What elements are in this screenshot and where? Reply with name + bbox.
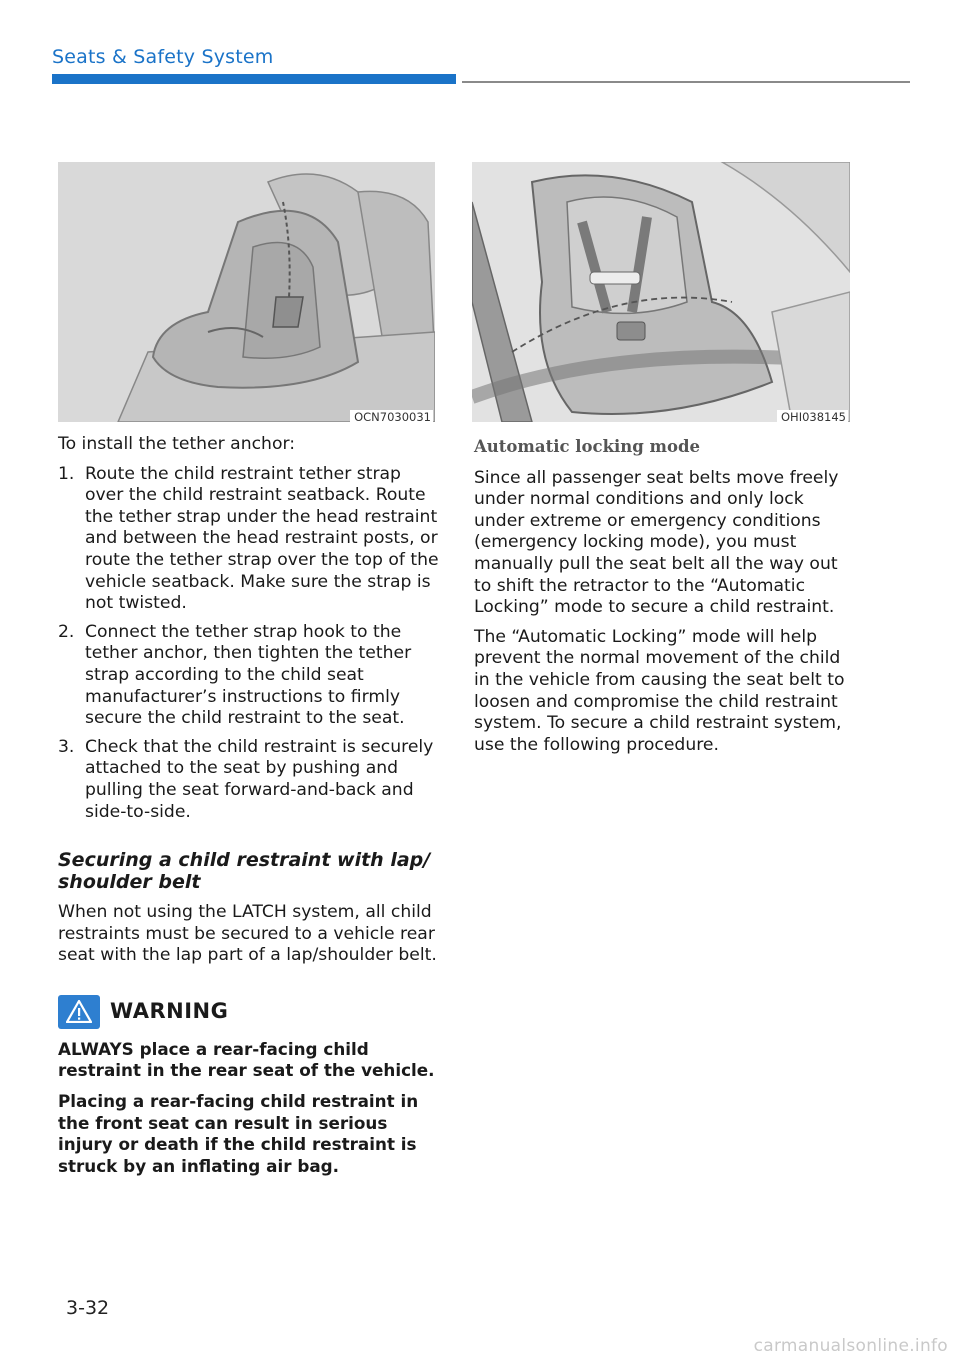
list-item (58, 622, 442, 730)
lap-belt-paragraph: When not using the LATCH system, all child restraints must be secured to a vehicle rear seat with the lap part of a lap/shoulder belt. (58, 902, 437, 966)
step-number: 3. (58, 736, 75, 757)
warning-box (58, 995, 442, 1178)
warning-title (58, 995, 442, 1029)
warning-label: WARNING (110, 999, 229, 1024)
list-item (58, 737, 442, 823)
step-text: Check that the child restraint is securely attached to the seat by pushing and pulling the seat forward-and-back and side-to-side. (85, 736, 434, 822)
figure-code-label: OCN7030031 (350, 410, 433, 422)
tether-steps (58, 464, 442, 824)
warning-para-1: ALWAYS place a rear-facing child restraint in the rear seat of the vehicle. (58, 1038, 435, 1081)
seat-belt-locking-illustration (472, 162, 850, 422)
header-accent-bar (52, 74, 456, 84)
automatic-locking-para-1: Since all passenger seat belts move freely under normal conditions and only lock under extreme or emergency conditions (emergency locking mode), you must manually pull the seat belt all the way out to shift the retractor to the “Automatic Locking” mode to secure a child restraint. (474, 467, 839, 618)
figure-code-label: OHI038145 (777, 410, 848, 422)
left-column (58, 434, 442, 1186)
automatic-locking-heading: Automatic locking mode (474, 437, 701, 456)
automatic-locking-para-2: The “Automatic Locking” mode will help prevent the normal movement of the child in the vehicle from causing the seat belt to loosen and compromise the child restraint system. To secure a child restraint system, use the following procedure. (474, 626, 845, 755)
page-number: 3-32 (66, 1297, 110, 1319)
right-column (474, 434, 850, 764)
tether-intro: To install the tether anchor: (58, 434, 296, 454)
child-seat-tether-illustration (58, 162, 435, 422)
step-text: Connect the tether strap hook to the tether anchor, then tighten the tether strap according to the child seat manufacturer’s instructions to firmly secure the child restraint to the seat. (85, 621, 412, 729)
sub-heading-lap-shoulder-belt: Securing a child restraint with lap/ shoulder belt (58, 849, 431, 894)
warning-para-2: Placing a rear-facing child restraint in the front seat can result in serious injury or death if the child restraint is struck by an inflating air bag. (58, 1091, 419, 1176)
warning-text (58, 1039, 442, 1178)
warning-triangle-icon (58, 995, 100, 1029)
figure-child-seat-tether (58, 162, 435, 422)
step-text: Route the child restraint tether strap over the child restraint seatback. Route the tether strap under the head restraint and between the head restraint posts, or route the tether strap over the top of the vehicle seatback. Make sure the strap is not twisted. (85, 463, 439, 614)
list-item (58, 464, 442, 615)
step-number: 2. (58, 621, 75, 642)
section-title: Seats & Safety System (52, 46, 274, 68)
watermark: carmanualsonline.info (753, 1336, 948, 1356)
header-divider (462, 81, 910, 83)
figure-automatic-locking (472, 162, 850, 422)
step-number: 1. (58, 463, 75, 484)
